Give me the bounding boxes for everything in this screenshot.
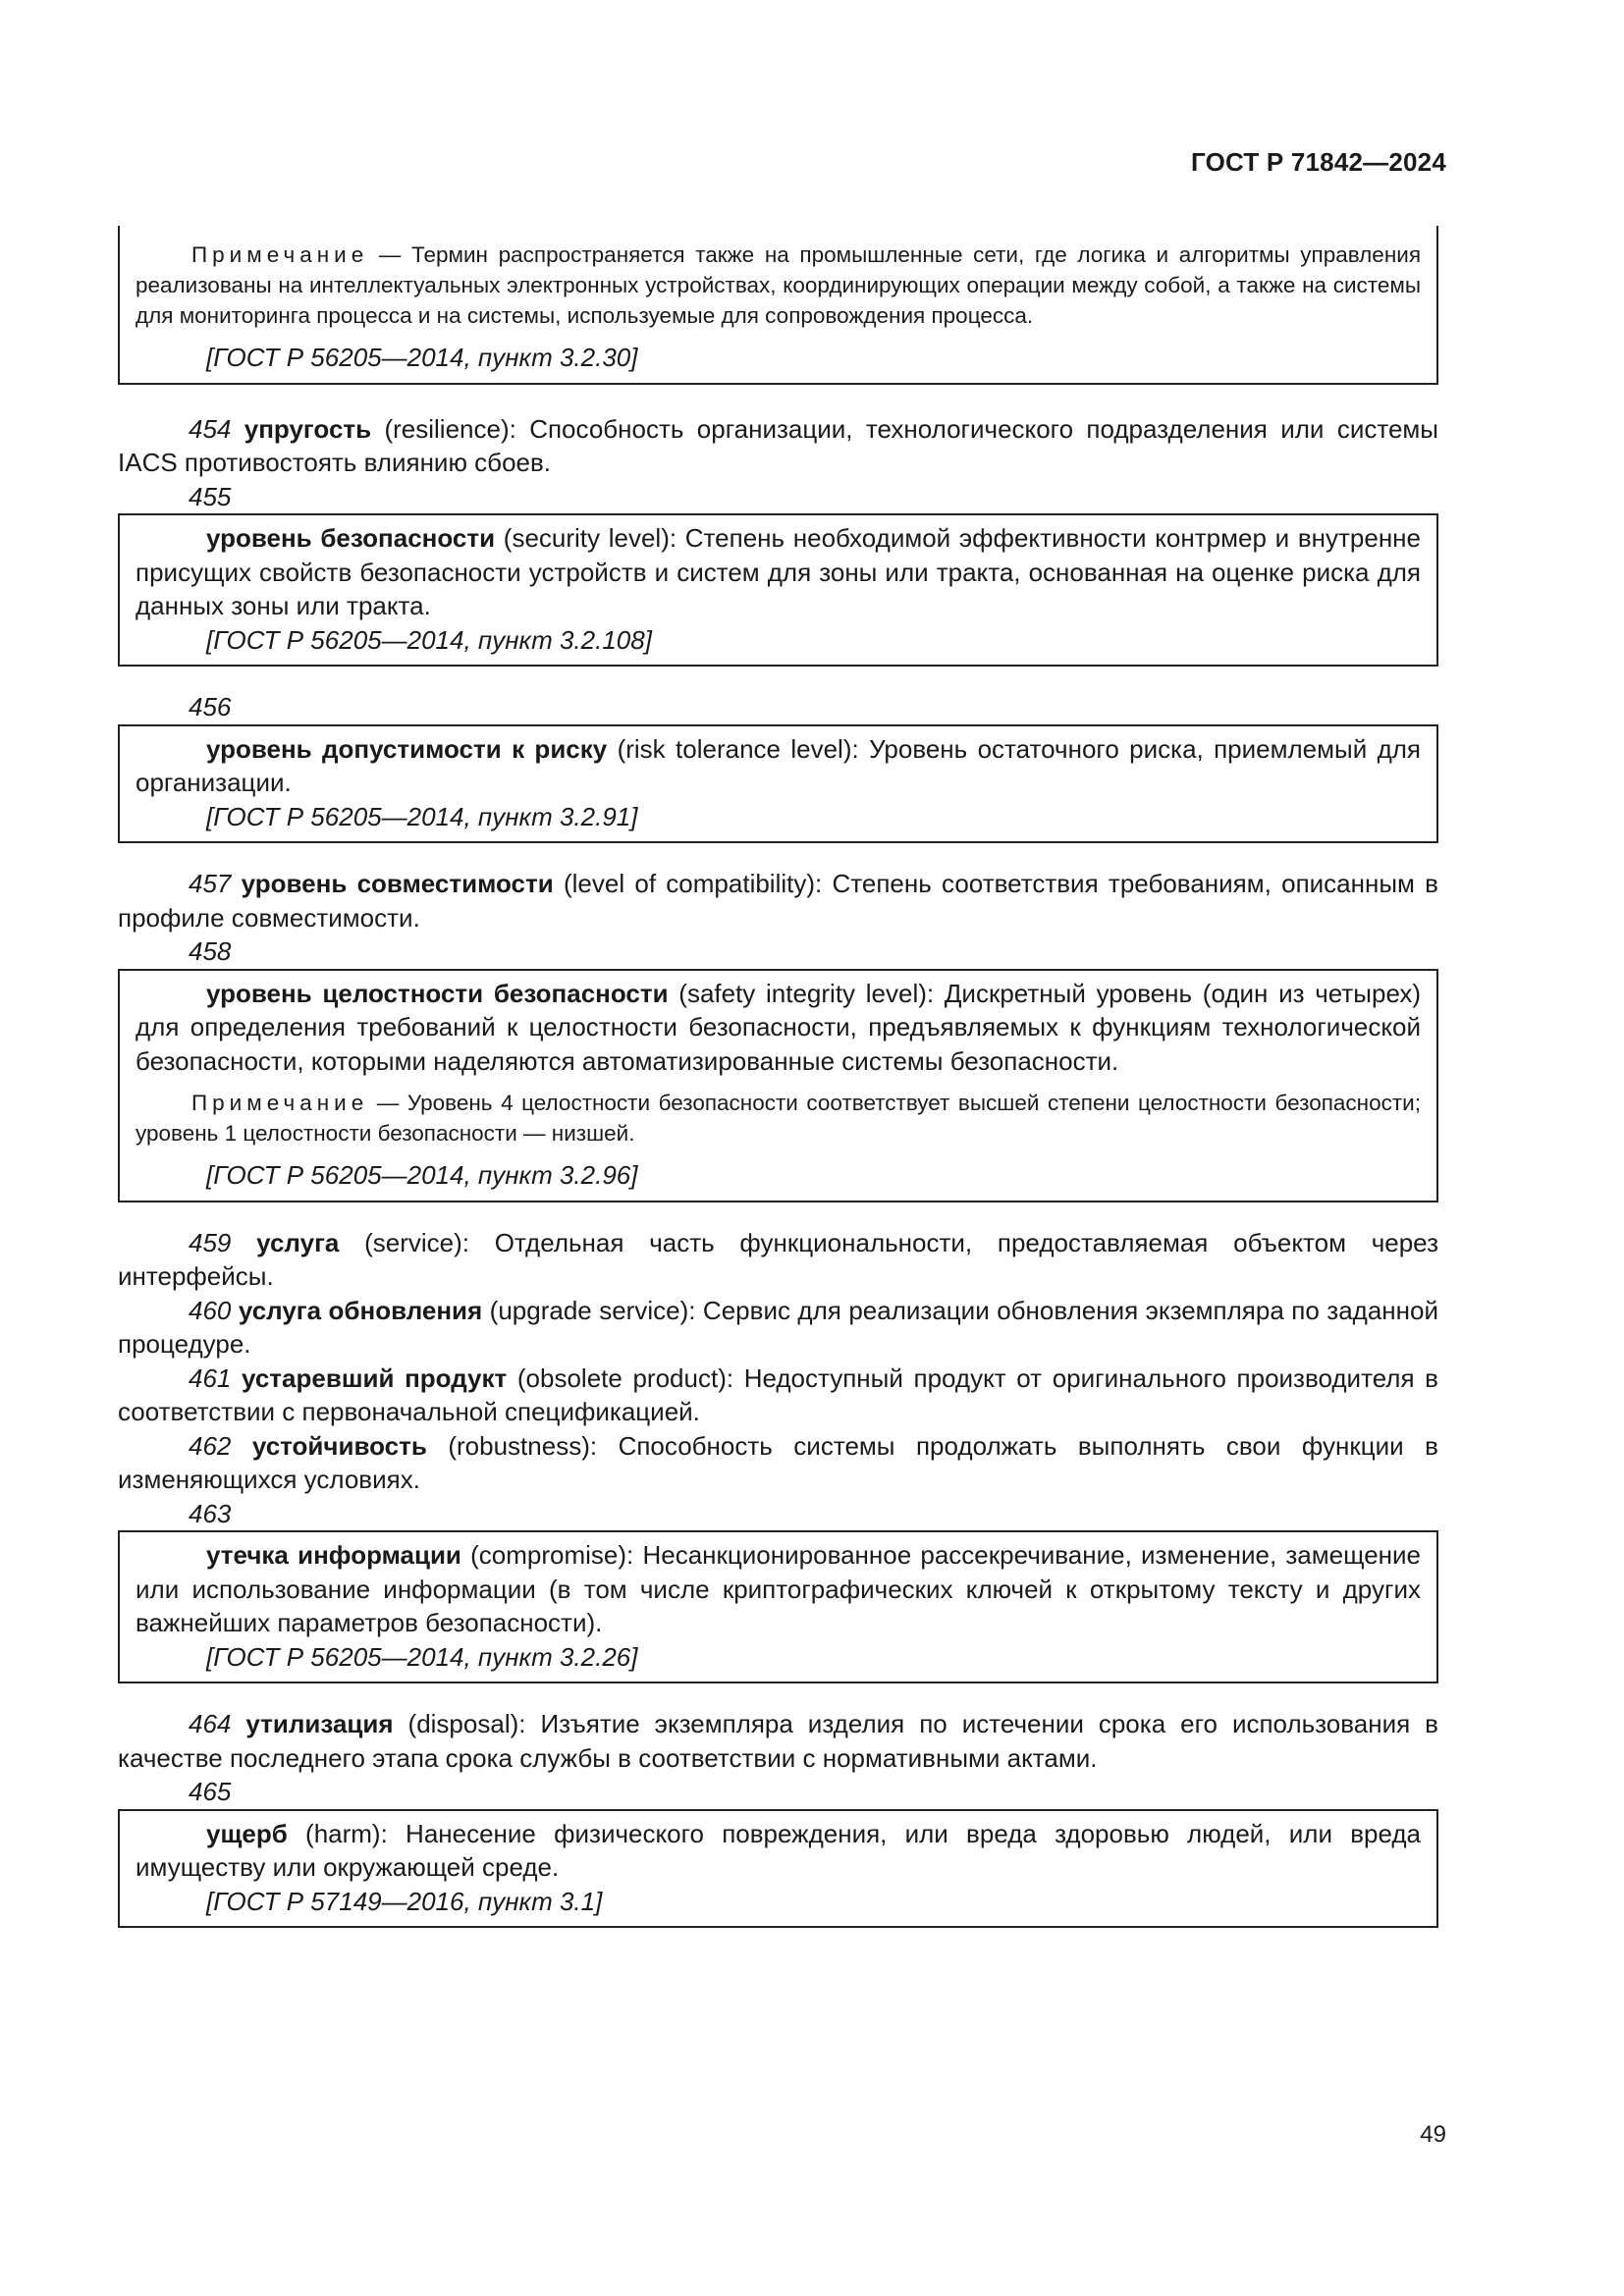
term-title: устаревший продукт	[242, 1362, 508, 1393]
term-definition: (compromise): Несанкционированное рассекречивание, изменение, замещение или использование информации (в том числе криптографических ключей к открытому тексту и других важнейших параметров безопасности).	[135, 1540, 1421, 1637]
page-number: 49	[1420, 2121, 1446, 2148]
term-number: 462	[189, 1430, 232, 1461]
term-number-456: 456	[189, 692, 232, 721]
term-definition: (security level): Степень необходимой эффективности контрмер и внутренне присущих свойств безопасности устройств и систем для зоны или тракта, основанная на оценке риска для данных зоны или тракта.	[135, 523, 1421, 620]
term-title: утечка информации	[206, 1540, 461, 1570]
term-entry-455	[135, 521, 1421, 623]
term-title: уровень безопасности	[206, 523, 496, 553]
term-definition: (resilience): Способность организации, технологического подразделения или системы IACS противостоять влиянию сбоев.	[118, 413, 1438, 477]
term-box-456	[118, 724, 1438, 844]
term-number-465: 465	[189, 1777, 232, 1806]
term-entry-459	[118, 1226, 1438, 1294]
term-title: услуга обновления	[238, 1295, 483, 1325]
term-number: 460	[189, 1295, 232, 1325]
term-entry-460	[118, 1294, 1438, 1362]
source-reference: [ГОСТ Р 56205—2014, пункт 3.2.30]	[206, 343, 638, 372]
term-entry-454	[118, 412, 1438, 480]
term-definition: (obsolete product): Недоступный продукт от оригинального производителя в соответствии с первоначальной спецификацией.	[118, 1362, 1438, 1426]
note-text: — Уровень 4 целостности безопасности соответствует высшей степени целостности безопасности; уровень 1 целостности безопасности — низшей.	[135, 1091, 1421, 1146]
term-definition: (harm): Нанесение физического повреждения, или вреда здоровью людей, или вреда имуществу или окружающей среде.	[135, 1818, 1421, 1882]
term-title: уровень целостности безопасности	[206, 978, 669, 1008]
note	[135, 1088, 1421, 1148]
source-reference: [ГОСТ Р 56205—2014, пункт 3.2.108]	[206, 624, 652, 655]
term-title: уровень совместимости	[241, 869, 554, 898]
term-number-458: 458	[189, 936, 232, 966]
note	[135, 240, 1421, 331]
term-definition: (robustness): Способность системы продолжать выполнять свои функции в изменяющихся условиях.	[118, 1430, 1438, 1494]
term-title: утилизация	[245, 1709, 394, 1738]
term-number: 461	[189, 1362, 232, 1393]
source-reference: [ГОСТ Р 57149—2016, пункт 3.1]	[206, 1886, 603, 1916]
term-number-455: 455	[189, 481, 232, 511]
term-entry-463	[135, 1538, 1421, 1640]
term-number: 459	[189, 1227, 232, 1257]
term-title: ущерб	[206, 1818, 288, 1848]
term-number: 454	[189, 413, 232, 444]
term-box-463	[118, 1530, 1438, 1683]
page-content	[118, 226, 1438, 1928]
source-reference: [ГОСТ Р 56205—2014, пункт 3.2.26]	[206, 1641, 638, 1672]
source-reference: [ГОСТ Р 56205—2014, пункт 3.2.96]	[206, 1160, 638, 1190]
term-box-continued	[118, 226, 1438, 385]
term-definition: (upgrade service): Сервис для реализации обновления экземпляра по заданной процедуре.	[118, 1295, 1438, 1359]
term-number-463: 463	[189, 1498, 232, 1528]
term-box-465	[118, 1809, 1438, 1929]
term-entry-458	[135, 977, 1421, 1079]
term-definition: (risk tolerance level): Уровень остаточного риска, приемлемый для организации.	[135, 733, 1421, 797]
term-definition: (service): Отдельная часть функциональности, предоставляемая объектом через интерфейсы.	[118, 1227, 1438, 1291]
source-reference: [ГОСТ Р 56205—2014, пункт 3.2.91]	[206, 801, 638, 831]
term-box-455	[118, 513, 1438, 667]
standard-header: ГОСТ Р 71842—2024	[1191, 147, 1446, 177]
term-title: услуга	[256, 1227, 340, 1257]
term-entry-456	[135, 732, 1421, 800]
term-title: упругость	[244, 413, 372, 444]
term-definition: (safety integrity level): Дискретный уровень (один из четырех) для определения требований к целостности безопасности, предъявляемых к функциям технологической безопасности, которыми наделяются автоматизированные системы безопасности.	[135, 978, 1421, 1076]
term-definition: (disposal): Изъятие экземпляра изделия по истечении срока его использования в качестве последнего этапа срока службы в соответствии с нормативными актами.	[118, 1709, 1438, 1773]
term-definition: (level of compatibility): Степень соответствия требованиям, описанным в профиле совместимости.	[118, 869, 1438, 933]
term-entry-464	[118, 1707, 1438, 1775]
term-entry-457	[118, 867, 1438, 934]
term-title: уровень допустимости к риску	[206, 733, 608, 764]
term-box-458	[118, 969, 1438, 1202]
term-entry-461	[118, 1362, 1438, 1429]
term-number: 457	[189, 869, 232, 898]
term-entry-465	[135, 1817, 1421, 1885]
term-number: 464	[189, 1709, 232, 1738]
term-entry-462	[118, 1429, 1438, 1497]
note-label: Примечание	[191, 242, 369, 267]
term-title: устойчивость	[251, 1430, 427, 1461]
note-text: — Термин распространяется также на промышленные сети, где логика и алгоритмы управления реализованы на интеллектуальных электронных устройствах, координирующих операции между собой, а также на системы для мониторинга процесса и на системы, используемые для сопровождения процесса.	[135, 242, 1421, 328]
note-label: Примечание	[191, 1091, 369, 1115]
